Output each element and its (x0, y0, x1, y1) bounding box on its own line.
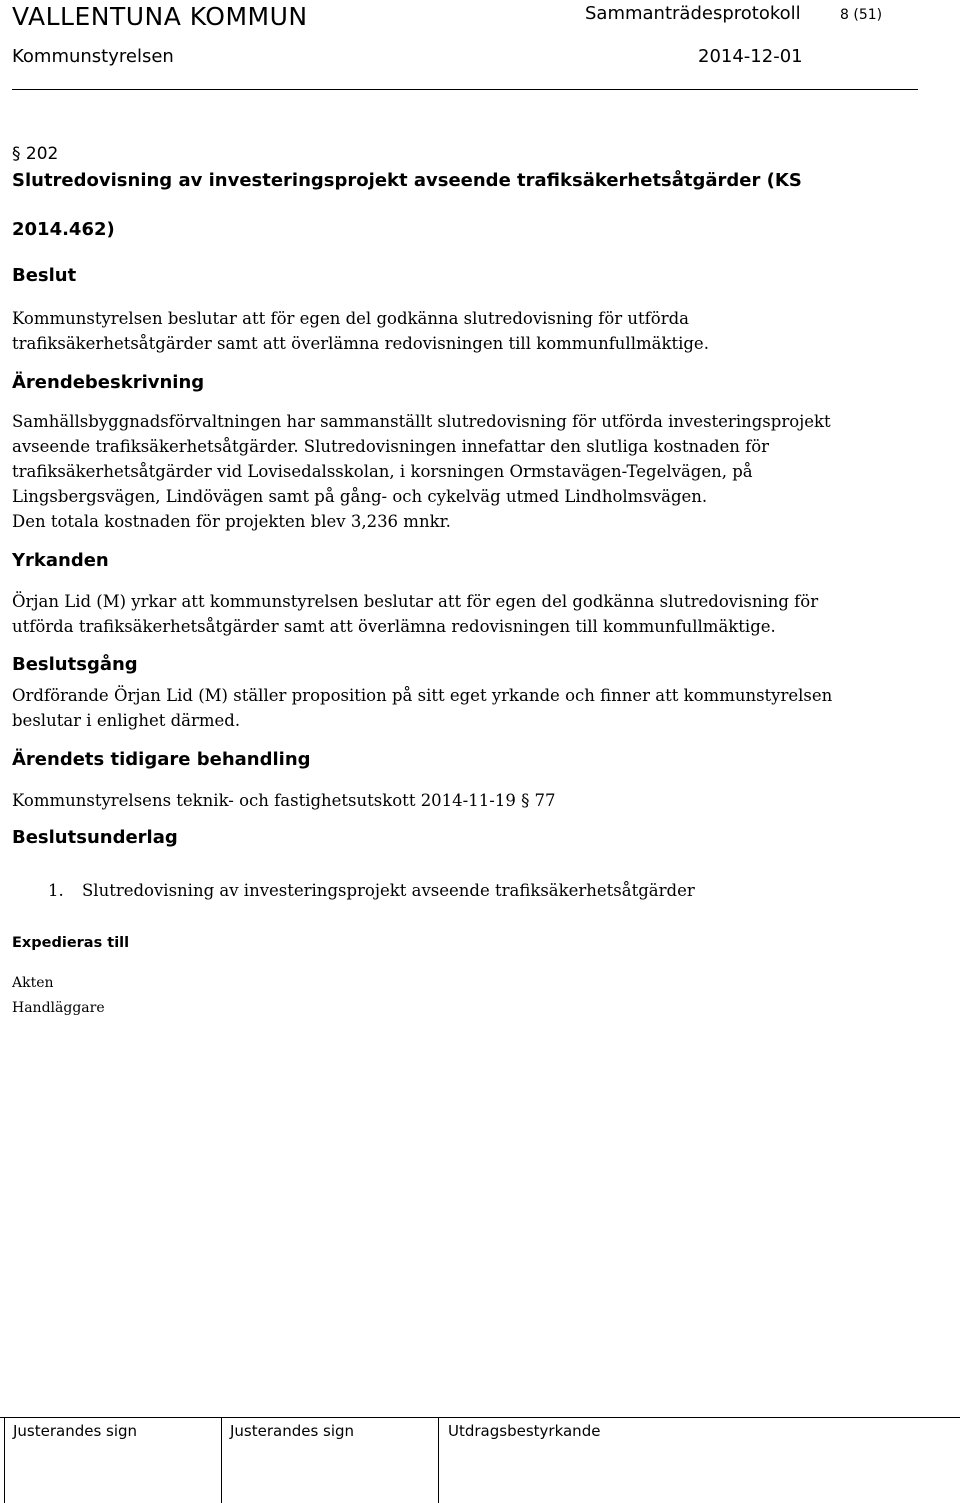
text-line: Ordförande Örjan Lid (M) ställer proposition på sitt eget yrkande och finner att kommunstyrelsen (12, 686, 833, 705)
heading-yrkanden: Yrkanden (12, 550, 109, 571)
paragraph-beslutsgang (12, 683, 832, 733)
heading-beslut: Beslut (12, 265, 77, 286)
paragraph-beslut (12, 306, 709, 356)
heading-arendebeskrivning: Ärendebeskrivning (12, 372, 205, 393)
text-line: avseende trafiksäkerhetsåtgärder. Slutredovisningen innefattar den slutliga kostnaden för (12, 437, 770, 456)
header-divider (12, 89, 918, 90)
signature-box-certification (440, 1418, 952, 1503)
organization-name: VALLENTUNA KOMMUN (12, 2, 308, 31)
heading-beslutsunderlag: Beslutsunderlag (12, 827, 178, 848)
heading-tidigare-behandling: Ärendets tidigare behandling (12, 749, 311, 770)
section-number: § 202 (12, 144, 59, 164)
board-name: Kommunstyrelsen (12, 46, 174, 67)
case-title-line-1: Slutredovisning av investeringsprojekt avseende trafiksäkerhetsåtgärder (KS (12, 170, 802, 191)
paragraph-arendebeskrivning (12, 409, 831, 534)
signature-box-adjuster-1 (4, 1418, 222, 1503)
signature-label: Utdragsbestyrkande (448, 1422, 601, 1440)
text-line: utförda trafiksäkerhetsåtgärder samt att överlämna redovisningen till kommunfullmäktige. (12, 617, 776, 636)
recipient-item: Akten (12, 975, 54, 991)
page-number: 8 (51) (840, 7, 883, 23)
text-line: trafiksäkerhetsåtgärder samt att överlämna redovisningen till kommunfullmäktige. (12, 334, 709, 353)
attachment-title: Slutredovisning av investeringsprojekt avseende trafiksäkerhetsåtgärder (82, 881, 695, 900)
text-line: Lingsbergsvägen, Lindövägen samt på gång- och cykelväg utmed Lindholmsvägen. (12, 487, 708, 506)
heading-beslutsgang: Beslutsgång (12, 654, 138, 675)
text-line: Kommunstyrelsen beslutar att för egen del godkänna slutredovisning för utförda (12, 309, 689, 328)
attachment-number: 1. (48, 881, 64, 900)
text-line: Örjan Lid (M) yrkar att kommunstyrelsen beslutar att för egen del godkänna slutredovisning för (12, 592, 819, 611)
signature-box-adjuster-2 (222, 1418, 439, 1503)
signature-label: Justerandes sign (13, 1422, 138, 1440)
text-line: Den totala kostnaden för projekten blev 3,236 mnkr. (12, 512, 451, 531)
signature-label: Justerandes sign (230, 1422, 355, 1440)
document-type: Sammanträdesprotokoll (585, 3, 801, 24)
signature-footer (0, 1417, 960, 1503)
heading-expedieras-till: Expedieras till (12, 935, 130, 951)
meeting-date: 2014-12-01 (698, 46, 803, 67)
text-line: Samhällsbyggnadsförvaltningen har sammanställt slutredovisning för utförda investeringsprojekt (12, 412, 831, 431)
text-line: beslutar i enlighet därmed. (12, 711, 241, 730)
recipient-item: Handläggare (12, 1000, 105, 1016)
paragraph-yrkanden (12, 589, 818, 639)
paragraph-tidigare-behandling: Kommunstyrelsens teknik- och fastighetsutskott 2014-11-19 § 77 (12, 791, 556, 810)
text-line: trafiksäkerhetsåtgärder vid Lovisedalsskolan, i korsningen Ormstavägen-Tegelvägen, på (12, 462, 753, 481)
case-reference: 2014.462) (12, 219, 115, 240)
